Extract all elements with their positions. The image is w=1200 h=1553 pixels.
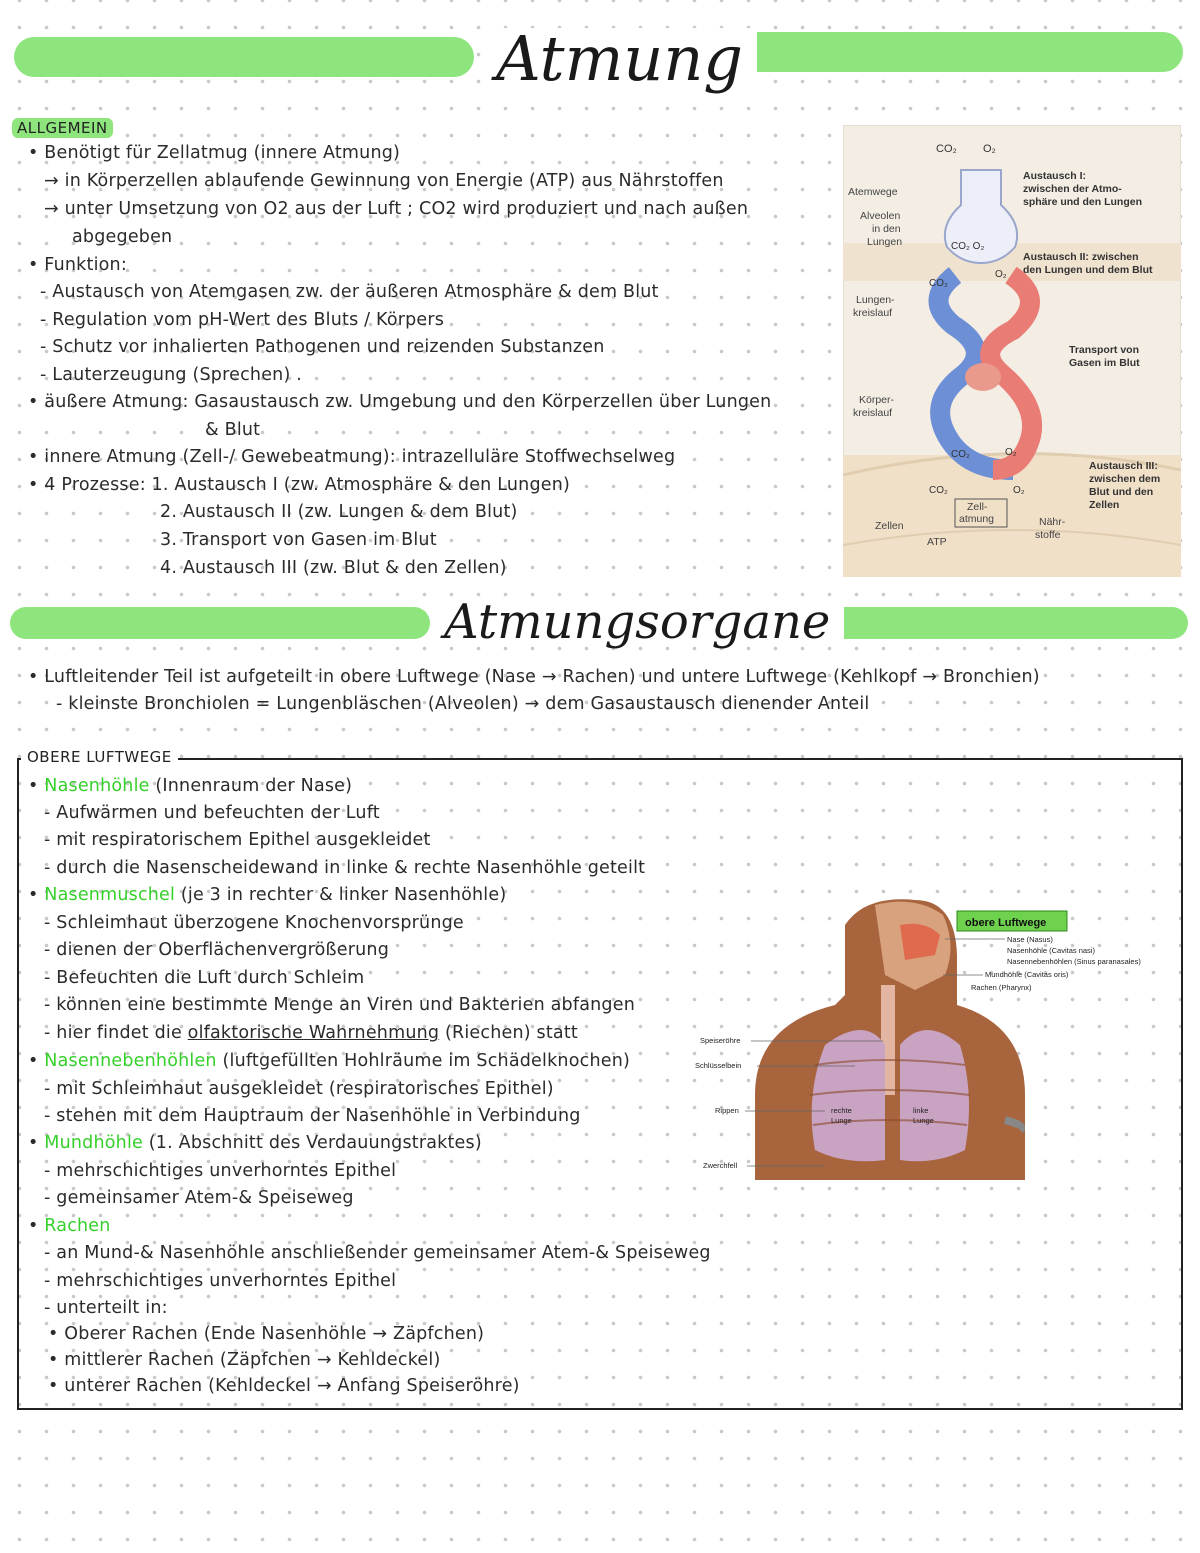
co2-label: CO₂: [936, 143, 957, 155]
term-description: (1. Abschnitt des Verdauungstraktes): [143, 1133, 482, 1153]
anatomy-illustration: [695, 895, 1175, 1200]
label-linke-lunge: linke: [913, 1106, 929, 1115]
section-title-atmungsorgane: Atmungsorgane: [430, 598, 844, 646]
term-description: (Innenraum der Nase): [149, 776, 353, 796]
text-line: • Rachen: [28, 1216, 111, 1236]
text-part: (Riechen) statt: [439, 1023, 578, 1043]
label-rechte-lunge: rechte: [831, 1106, 852, 1115]
legend-title: obere Luftwege: [965, 917, 1047, 929]
text-line: • 4 Prozesse: 1. Austausch I (zw. Atmosphäre & den Lungen): [28, 475, 571, 495]
section-label-allgemein: ALLGEMEIN: [12, 118, 113, 138]
austausch2-label: den Lungen und dem Blut: [1023, 264, 1153, 276]
text-line: - gemeinsamer Atem-& Speiseweg: [44, 1188, 354, 1208]
text-line: abgegeben: [72, 227, 173, 247]
alveole-gas-label: CO₂ O₂: [951, 241, 985, 252]
text-line: - Schleimhaut überzogene Knochenvorsprünge: [44, 913, 464, 933]
koerperkreislauf-label: kreislauf: [853, 407, 893, 419]
austausch1-label: Austausch I:: [1023, 170, 1087, 182]
atemwege-label: Atemwege: [848, 186, 898, 198]
austausch3-label: zwischen dem: [1089, 473, 1161, 485]
gas-exchange-diagram: [843, 125, 1181, 577]
alveolen-label: in den: [872, 223, 901, 235]
text-line: • Luftleitender Teil ist aufgeteilt in obere Luftwege (Nase → Rachen) und untere Luftwege (Kehlkopf → Bronchien): [28, 667, 1040, 687]
label-zwerchfell: Zwerchfell: [703, 1161, 738, 1170]
term-rachen: Rachen: [44, 1216, 111, 1236]
legend-rachen: Rachen (Pharynx): [971, 983, 1032, 992]
text-line: • Benötigt für Zellatmug (innere Atmung): [28, 143, 401, 163]
o2-label: O₂: [1013, 485, 1025, 496]
transport-label: Gasen im Blut: [1069, 357, 1140, 369]
text-line: - Austausch von Atemgasen zw. der äußeren Atmosphäre & dem Blut: [40, 282, 659, 302]
page-title: Atmung: [482, 28, 757, 90]
lungenkreislauf-label: kreislauf: [853, 307, 893, 319]
austausch2-label: Austausch II: zwischen: [1023, 251, 1139, 263]
text-line: • Nasenhöhle (Innenraum der Nase): [28, 776, 353, 796]
legend-nasenhoehle: Nasenhöhle (Cavitas nasi): [1007, 946, 1095, 955]
text-line: - Lauterzeugung (Sprechen) .: [40, 365, 303, 385]
term-nasenhoehle: Nasenhöhle: [44, 776, 150, 796]
text-line: → in Körperzellen ablaufende Gewinnung von Energie (ATP) aus Nährstoffen: [44, 171, 724, 191]
text-line: - können eine bestimmte Menge an Viren und Bakterien abfangen: [44, 995, 635, 1015]
text-line: - mit respiratorischem Epithel ausgekleidet: [44, 830, 431, 850]
zellatmung-label: Zell-: [967, 501, 988, 513]
text-line: • mittlerer Rachen (Zäpfchen → Kehldeckel): [48, 1350, 441, 1370]
koerperkreislauf-label: Körper-: [859, 394, 895, 406]
text-line: - durch die Nasenscheidewand in linke & rechte Nasenhöhle geteilt: [44, 858, 646, 878]
text-line: - kleinste Bronchiolen = Lungenbläschen (Alveolen) → dem Gasaustausch dienender Anteil: [56, 694, 870, 714]
label-rechte-lunge: Lunge: [831, 1116, 852, 1125]
header-bar-left: [14, 37, 474, 77]
label-linke-lunge: Lunge: [913, 1116, 934, 1125]
text-line: - Schutz vor inhalierten Pathogenen und reizenden Substanzen: [40, 337, 605, 357]
term-mundhoehle: Mundhöhle: [44, 1133, 144, 1153]
text-part: - hier findet die: [44, 1023, 188, 1043]
text-line: & Blut: [205, 420, 261, 440]
austausch3-label: Zellen: [1089, 499, 1120, 511]
naehrstoffe-label: stoffe: [1035, 529, 1061, 541]
text-line: 3. Transport von Gasen im Blut: [160, 530, 437, 550]
co2-label: CO₂: [929, 278, 948, 289]
text-line: - Aufwärmen und befeuchten der Luft: [44, 803, 380, 823]
zellatmung-label: atmung: [959, 513, 995, 525]
header-bar-right: [718, 32, 1183, 72]
term-description: (je 3 in rechter & linker Nasenhöhle): [175, 885, 507, 905]
legend-nnh: Nasennebenhöhlen (Sinus paranasales): [1007, 957, 1141, 966]
text-line: • äußere Atmung: Gasaustausch zw. Umgebung und den Körperzellen über Lungen: [28, 392, 772, 412]
text-line: • innere Atmung (Zell-/ Gewebeatmung): intrazelluläre Stoffwechselweg: [28, 447, 676, 467]
austausch3-label: Blut und den: [1089, 486, 1154, 498]
text-line: - Regulation vom pH-Wert des Bluts / Körpers: [40, 310, 445, 330]
text-line: • Mundhöhle (1. Abschnitt des Verdauungstraktes): [28, 1133, 482, 1153]
text-line: 4. Austausch III (zw. Blut & den Zellen): [160, 558, 507, 578]
term-description: (luftgefüllten Hohlräume im Schädelknochen): [216, 1051, 631, 1071]
zellen-label: Zellen: [875, 520, 904, 532]
text-line: • unterer Rachen (Kehldeckel → Anfang Speiseröhre): [48, 1376, 520, 1396]
header-bar-left: [10, 607, 430, 639]
text-line: 2. Austausch II (zw. Lungen & dem Blut): [160, 502, 518, 522]
text-line: • Nasenmuschel (je 3 in rechter & linker Nasenhöhle): [28, 885, 507, 905]
text-line: - an Mund-& Nasenhöhle anschließender gemeinsamer Atem-& Speiseweg: [44, 1243, 711, 1263]
text-line: • Funktion:: [28, 255, 127, 275]
lungenkreislauf-label: Lungen-: [856, 294, 895, 306]
text-line: - mit Schleimhaut ausgekleidet (respiratorisches Epithel): [44, 1079, 554, 1099]
legend-nase: Nase (Nasus): [1007, 935, 1053, 944]
o2-label: O₂: [995, 269, 1007, 280]
o2-label: O₂: [1005, 447, 1017, 458]
atp-label: ATP: [927, 536, 947, 548]
term-nasennebenhoehlen: Nasennebenhöhlen: [44, 1051, 217, 1071]
alveolen-label: Alveolen: [860, 210, 901, 222]
text-line: [44, 1023, 578, 1044]
text-line: - mehrschichtiges unverhorntes Epithel: [44, 1161, 397, 1181]
o2-label: O₂: [983, 143, 996, 155]
label-speiseroehre: Speiseröhre: [700, 1036, 741, 1045]
austausch3-label: Austausch III:: [1089, 460, 1158, 472]
underlined-term: olfaktorische Wahrnehmung: [187, 1023, 440, 1043]
label-rippen: Rippen: [715, 1106, 739, 1115]
text-line: - unterteilt in:: [44, 1298, 168, 1318]
text-line: • Oberer Rachen (Ende Nasenhöhle → Zäpfchen): [48, 1324, 485, 1344]
text-line: → unter Umsetzung von O2 aus der Luft ; CO2 wird produziert und nach außen: [44, 199, 749, 219]
co2-label: CO₂: [951, 449, 970, 460]
legend-mundhoehle: Mundhöhle (Cavitas oris): [985, 970, 1069, 979]
section-label-obere-luftwege: OBERE LUFTWEGE: [21, 748, 178, 766]
co2-label: CO₂: [929, 485, 948, 496]
text-line: - dienen der Oberflächenvergrößerung: [44, 940, 390, 960]
label-schluesselbein: Schlüsselbein: [695, 1061, 742, 1070]
naehrstoffe-label: Nähr-: [1039, 516, 1066, 528]
alveolen-label: Lungen: [867, 236, 903, 248]
text-line: - mehrschichtiges unverhorntes Epithel: [44, 1271, 397, 1291]
text-line: • Nasennebenhöhlen (luftgefüllten Hohlräume im Schädelknochen): [28, 1051, 631, 1071]
austausch1-label: sphäre und den Lungen: [1023, 196, 1143, 208]
text-line: - Befeuchten die Luft durch Schleim: [44, 968, 365, 988]
text-line: - stehen mit dem Hauptraum der Nasenhöhle in Verbindung: [44, 1106, 581, 1126]
transport-label: Transport von: [1069, 344, 1140, 356]
term-nasenmuschel: Nasenmuschel: [44, 885, 176, 905]
austausch1-label: zwischen der Atmo-: [1023, 183, 1122, 195]
